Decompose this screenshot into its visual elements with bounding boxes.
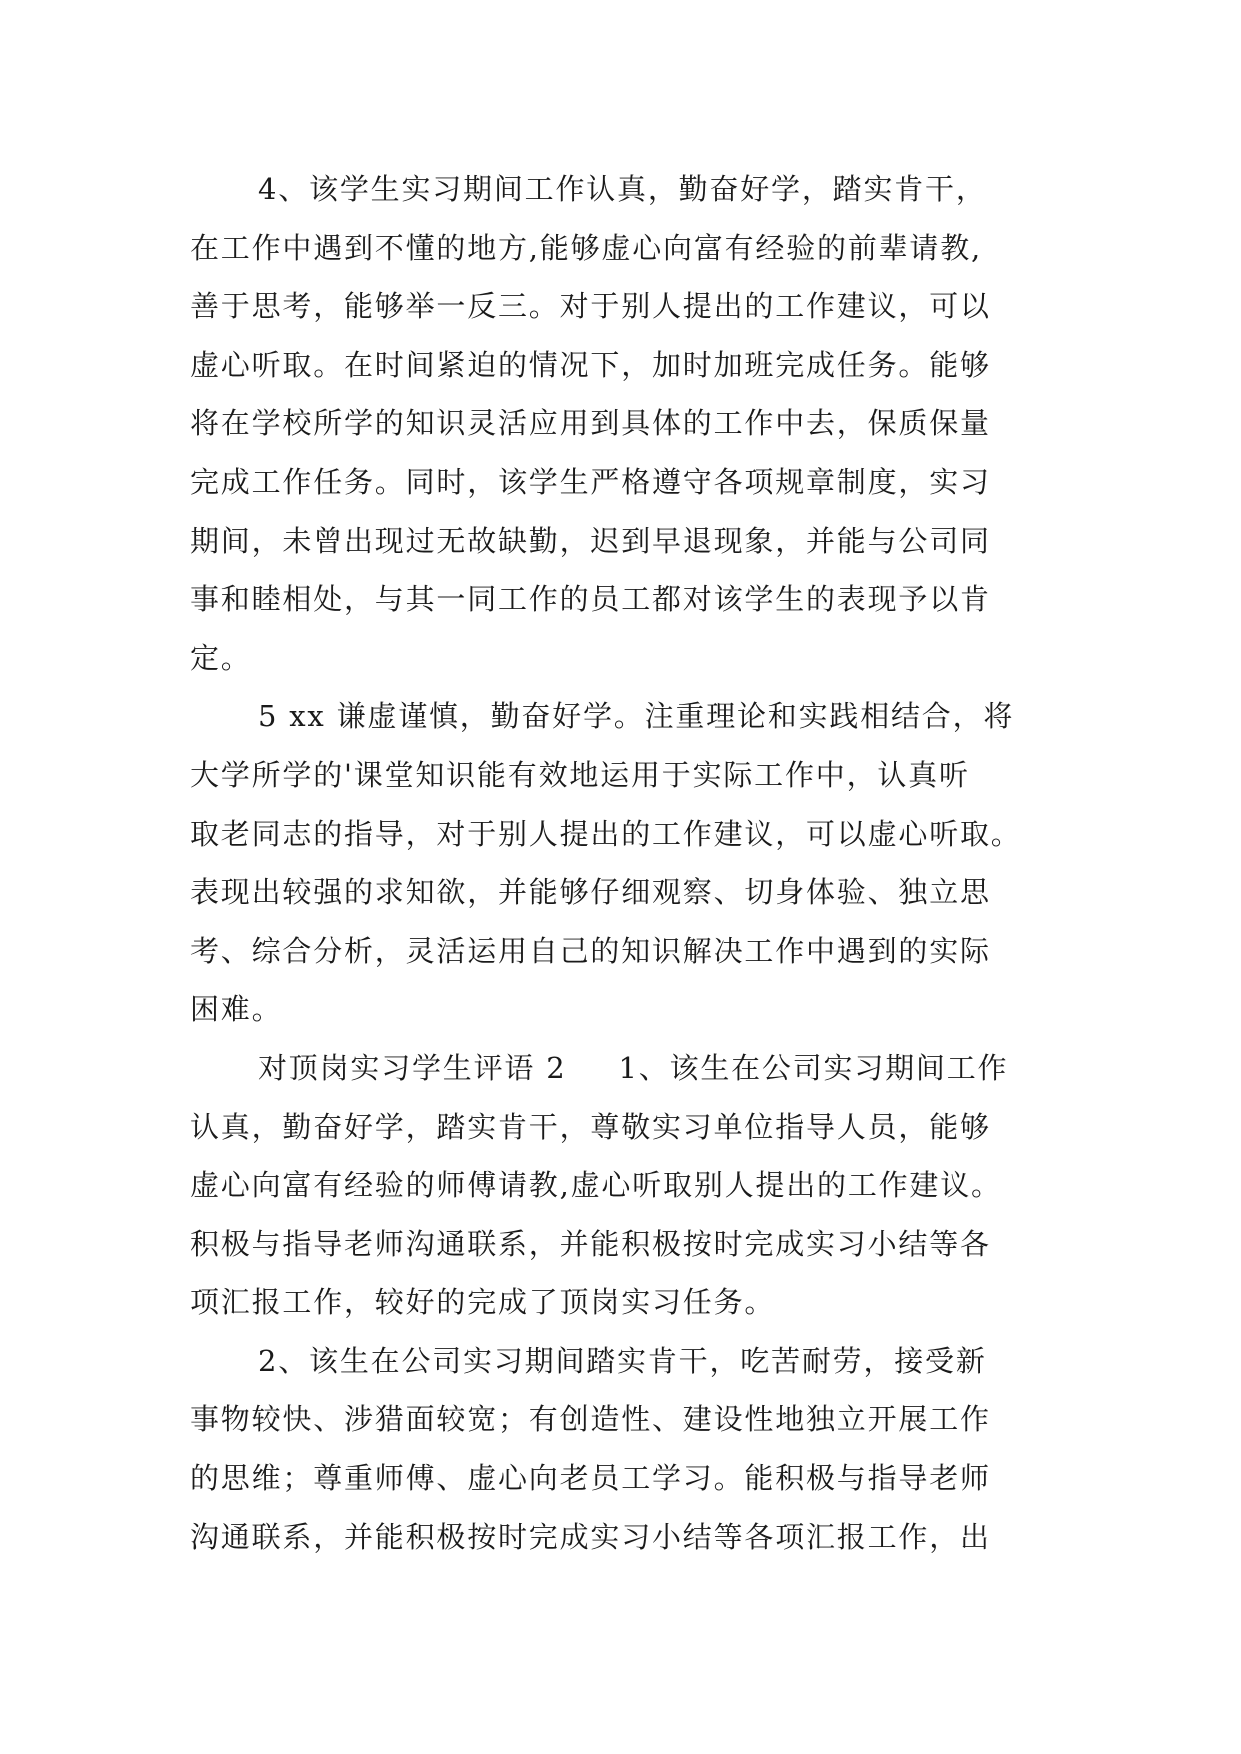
paragraph-4-line: 定。 xyxy=(190,640,252,675)
paragraph-4-line: 将在学校所学的知识灵活应用到具体的工作中去，保质保量 xyxy=(190,406,991,441)
paragraph-5-line: 表现出较强的求知欲，并能够仔细观察、切身体验、独立思 xyxy=(190,875,991,910)
paragraph-4-line: 期间，未曾出现过无故缺勤，迟到早退现象，并能与公司同 xyxy=(190,523,991,558)
section-item-1-line: 认真，勤奋好学，踏实肯干，尊敬实习单位指导人员，能够 xyxy=(190,1109,991,1144)
section-item-2-line: 沟通联系，并能积极按时完成实习小结等各项汇报工作，出 xyxy=(190,1519,991,1554)
section-item-1-line: 虚心向富有经验的师傅请教,虚心听取别人提出的工作建议。 xyxy=(190,1168,1002,1203)
paragraph-4-line: 完成工作任务。同时，该学生严格遵守各项规章制度，实习 xyxy=(190,464,991,499)
paragraph-4-line: 虚心听取。在时间紧迫的情况下，加时加班完成任务。能够 xyxy=(190,347,991,382)
paragraph-4-line: 事和睦相处，与其一同工作的员工都对该学生的表现予以肯 xyxy=(190,582,991,617)
section-heading-line xyxy=(190,1039,1090,1098)
paragraph-5-line: 考、综合分析，灵活运用自己的知识解决工作中遇到的实际 xyxy=(190,933,991,968)
document-body xyxy=(190,160,1090,1566)
section-heading: 对顶岗实习学生评语 2 xyxy=(258,1050,567,1085)
paragraph-5-line: 取老同志的指导，对于别人提出的工作建议，可以虚心听取。 xyxy=(190,816,1022,851)
section-item-2-line: 事物较快、涉猎面较宽；有创造性、建设性地独立开展工作 xyxy=(190,1402,991,1437)
section-item-1-line: 积极与指导老师沟通联系，并能积极按时完成实习小结等各 xyxy=(190,1226,991,1261)
paragraph-4-line: 在工作中遇到不懂的地方,能够虚心向富有经验的前辈请教, xyxy=(190,230,983,265)
paragraph-5-line: 5 xx 谦虚谨慎，勤奋好学。注重理论和实践相结合，将 xyxy=(258,699,1015,734)
paragraph-5-line: 大学所学的'课堂知识能有效地运用于实际工作中，认真听 xyxy=(190,757,970,792)
section-item-1-line: 项汇报工作，较好的完成了顶岗实习任务。 xyxy=(190,1285,776,1320)
section-item-2-line: 的思维；尊重师傅、虚心向老员工学习。能积极与指导老师 xyxy=(190,1461,991,1496)
paragraph-5-line: 困难。 xyxy=(190,992,283,1027)
section-item-2-line: 2、该生在公司实习期间踏实肯干，吃苦耐劳，接受新 xyxy=(258,1343,987,1378)
paragraph-4-line: 4、该学生实习期间工作认真，勤奋好学，踏实肯干， xyxy=(258,172,987,206)
section-item-1-start: 1、该生在公司实习期间工作 xyxy=(618,1050,1009,1085)
paragraph-4-line: 善于思考，能够举一反三。对于别人提出的工作建议，可以 xyxy=(190,289,991,324)
